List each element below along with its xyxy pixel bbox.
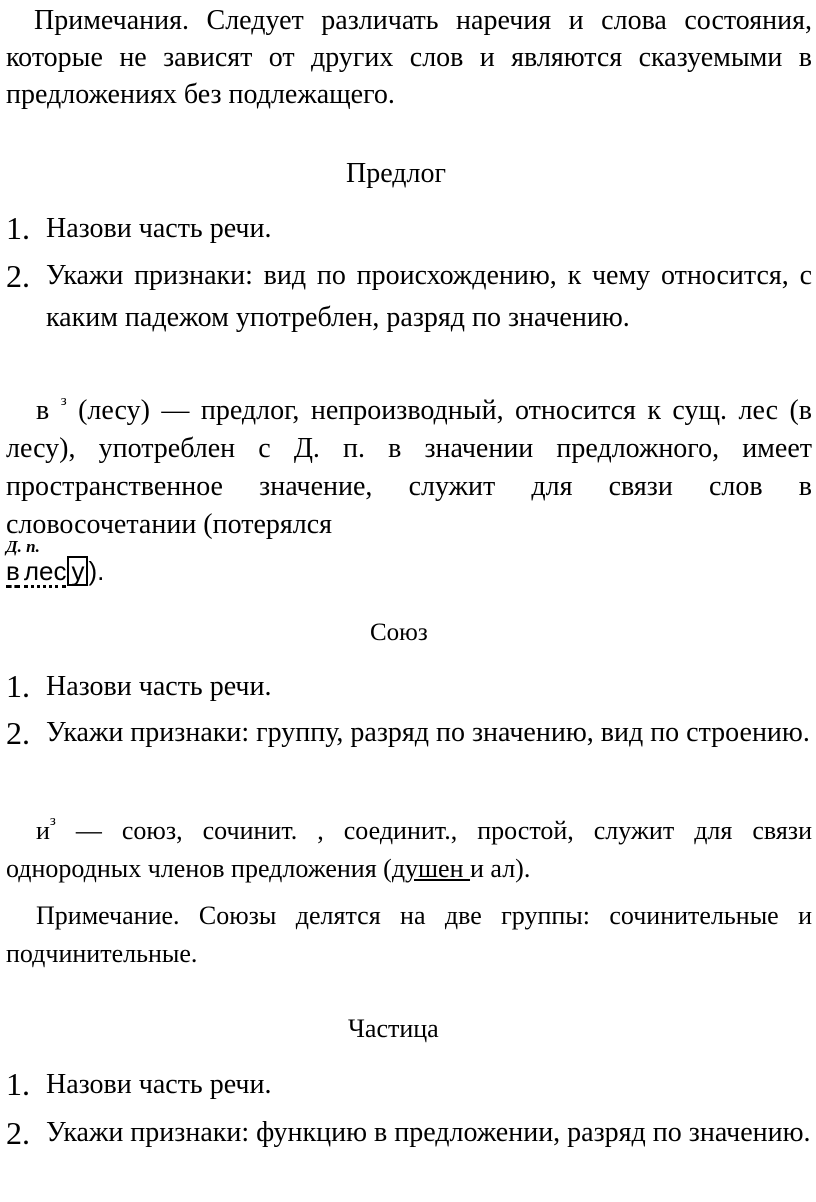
list-item (6, 1066, 812, 1103)
section-title-conjunction: Союз (370, 619, 428, 646)
note-conjunctions: Примечание. Союзы делятся на две группы: сочинительные и подчинительные. (6, 901, 812, 968)
note-adverbs: Примечания. Следует различать наречия и слова состояния, которые не зависят от других слов и являются сказуемыми в предложениях без подлежащего. (6, 5, 812, 110)
example-word: и (36, 816, 50, 845)
list-item (6, 210, 812, 247)
list-item (6, 714, 812, 752)
parse-phrase (6, 554, 104, 588)
list-text: Назови часть речи. (46, 1069, 272, 1100)
list-item (6, 1114, 812, 1152)
parse-mark: з (60, 393, 67, 409)
list-number: 1. (6, 1066, 30, 1102)
conjunction-instructions (6, 668, 812, 752)
list-number: 2. (6, 1115, 30, 1151)
list-number: 2. (6, 258, 30, 294)
list-text: Укажи признаки: функцию в предложении, разряд по значению. (46, 1117, 811, 1148)
example-text: — союз, сочинит. , соединит., простой, служит для связи однородных членов предложения ( (6, 816, 812, 883)
list-text: Назови часть речи. (46, 671, 272, 702)
parse-mark: з (49, 813, 56, 829)
example-text: (лесу) — предлог, непроизводный, относится к сущ. лес (в лесу), употреблен с Д. п. в значении предложного, имеет пространственное значение, служит для связи слов в словосочетании (потерялся (6, 395, 813, 540)
section-title-preposition: Предлог (346, 158, 446, 189)
case-label: Д. п. (6, 537, 40, 556)
parse-ending: у (67, 556, 88, 586)
list-text: Назови часть речи. (46, 213, 272, 244)
parse-close: ). (88, 556, 105, 586)
list-text: Укажи признаки: вид по происхождению, к чему относится, с каким падежом употреблен, разряд по значению. (46, 260, 812, 333)
list-number: 1. (6, 668, 30, 704)
list-item (6, 255, 812, 339)
list-text: Укажи признаки: группу, разряд по значению, вид по строению. (46, 717, 810, 748)
example-text-end: и ал). (470, 854, 531, 883)
morpheme-parse (6, 538, 206, 588)
conjunction-example (6, 812, 812, 888)
section-title-particle: Частица (348, 1014, 439, 1043)
list-item (6, 668, 812, 705)
example-word: в (36, 395, 50, 426)
list-number: 1. (6, 210, 30, 246)
preposition-example (6, 392, 812, 544)
example-underlined-word: душен (391, 854, 471, 883)
particle-instructions (6, 1066, 812, 1152)
parse-preposition: в (6, 556, 20, 586)
preposition-instructions (6, 210, 812, 339)
list-number: 2. (6, 715, 30, 751)
parse-stem: лес (23, 556, 67, 586)
